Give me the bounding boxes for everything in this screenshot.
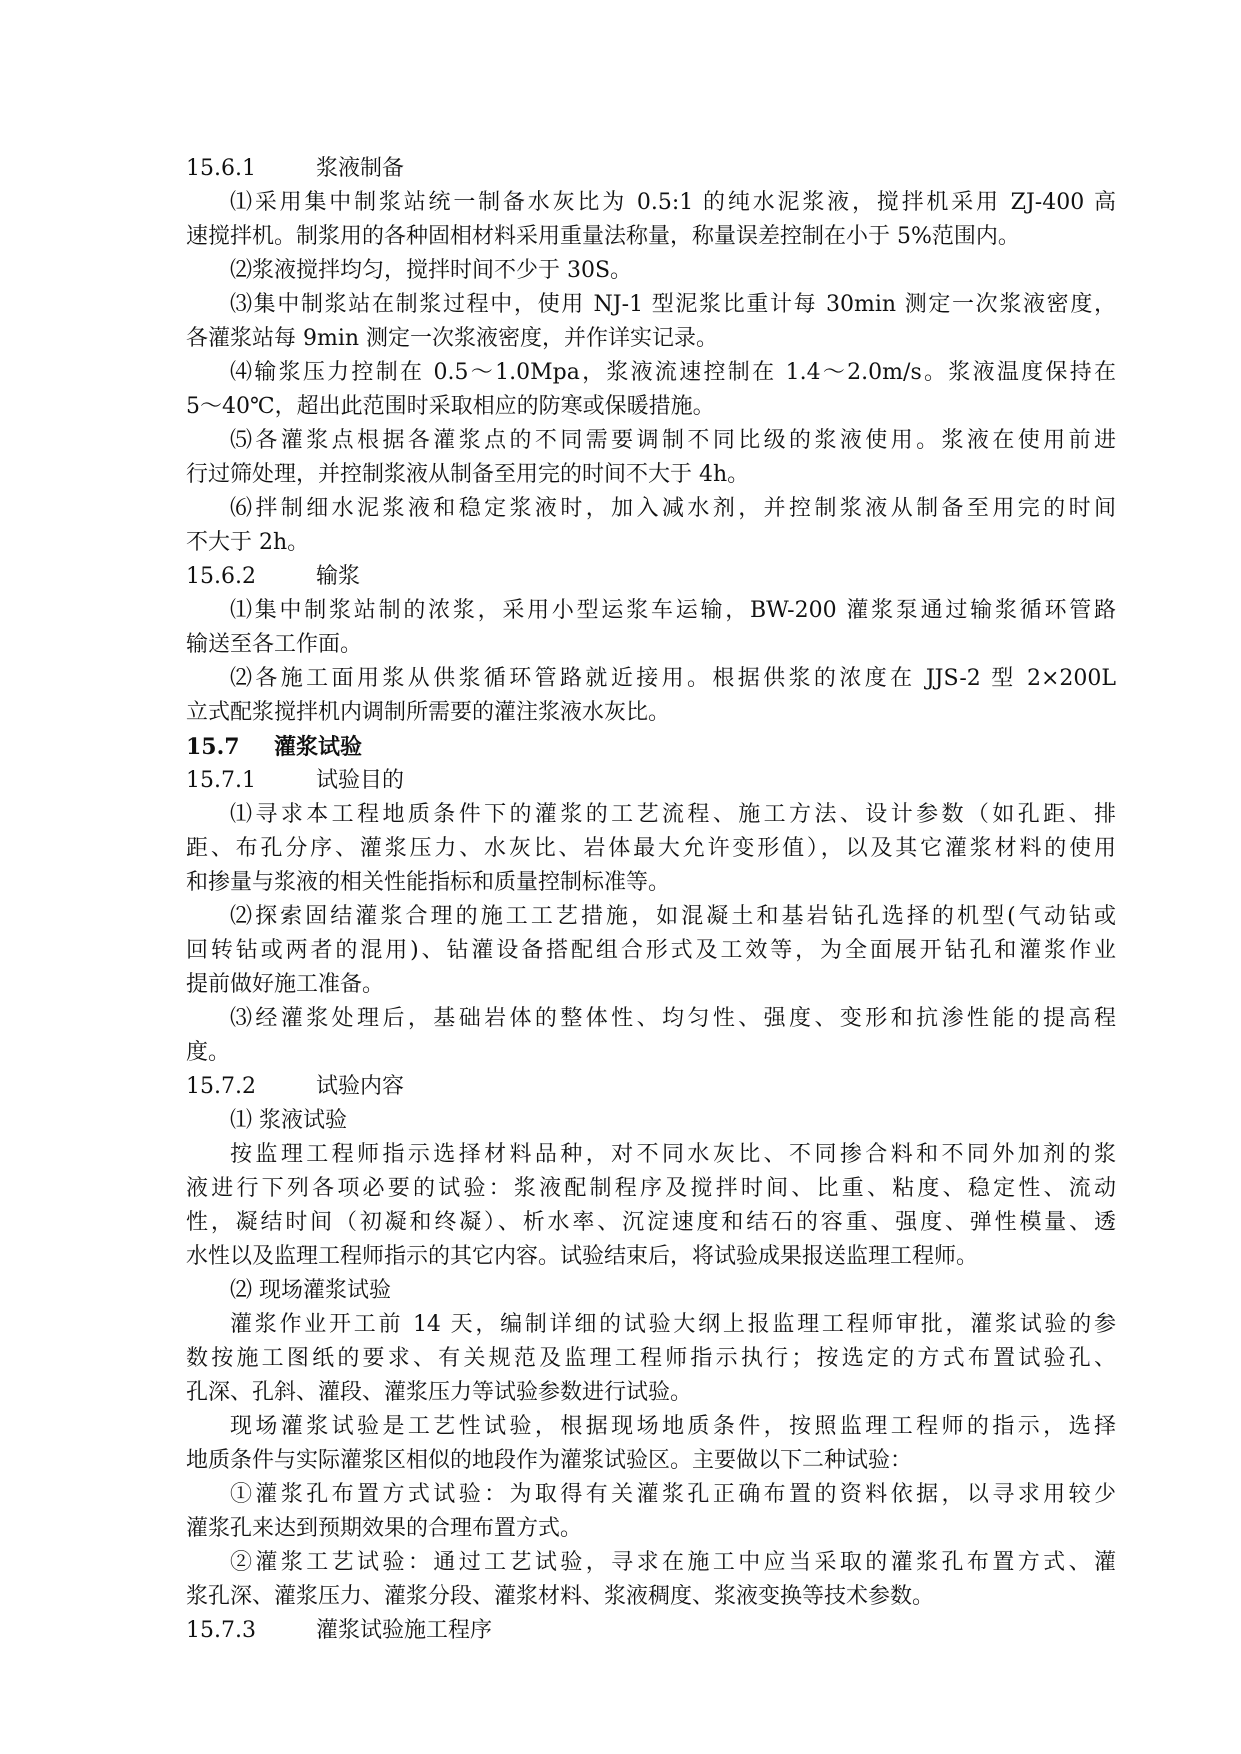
text-line: 性，凝结时间（初凝和终凝）、析水率、沉淀速度和结石的容重、强度、弹性模量、透: [186, 1210, 1116, 1235]
text-line: ①灌浆孔布置方式试验：为取得有关灌浆孔正确布置的资料依据，以寻求用较少: [230, 1482, 1116, 1507]
text-line: 水性以及监理工程师指示的其它内容。试验结束后，将试验成果报送监理工程师。: [186, 1244, 979, 1269]
heading-title: 试验目的: [316, 768, 405, 793]
text-line: ②灌浆工艺试验：通过工艺试验，寻求在施工中应当采取的灌浆孔布置方式、灌: [230, 1550, 1116, 1575]
text-line: 孔深、孔斜、灌段、灌浆压力等试验参数进行试验。: [186, 1380, 693, 1405]
paragraph: [186, 1274, 1116, 1308]
text-line: ⑴采用集中制浆站统一制备水灰比为 0.5:1 的纯水泥浆液，搅拌机采用 ZJ-400 高: [230, 190, 1116, 215]
paragraph: [186, 1546, 1116, 1614]
text-line: 和掺量与浆液的相关性能指标和质量控制标准等。: [186, 870, 671, 895]
text-line: 行过筛处理，并控制浆液从制备至用完的时间不大于 4h。: [186, 462, 750, 487]
paragraph: [186, 288, 1116, 356]
text-line: ⑸各灌浆点根据各灌浆点的不同需要调制不同比级的浆液使用。浆液在使用前进: [230, 428, 1116, 453]
text-line: ⑵浆液搅拌均匀，搅拌时间不少于 30S。: [230, 258, 633, 283]
paragraph: [186, 424, 1116, 492]
paragraph: [186, 1478, 1116, 1546]
paragraph: [186, 594, 1116, 662]
heading-title: 浆液制备: [316, 156, 405, 181]
text-line: 现场灌浆试验是工艺性试验，根据现场地质条件，按照监理工程师的指示，选择: [230, 1414, 1116, 1439]
heading-title: 灌浆试验施工程序: [316, 1618, 493, 1643]
paragraph: [186, 1104, 1116, 1138]
text-line: 距、布孔分序、灌浆压力、水灰比、岩体最大允许变形值），以及其它灌浆材料的使用: [186, 836, 1116, 861]
text-line: ⑵各施工面用浆从供浆循环管路就近接用。根据供浆的浓度在 JJS-2 型 2×200L: [230, 666, 1116, 691]
subsection-heading: [186, 1070, 1116, 1104]
text-line: 按监理工程师指示选择材料品种，对不同水灰比、不同掺合料和不同外加剂的浆: [230, 1142, 1116, 1167]
subsection-heading: [186, 560, 1116, 594]
text-line: ⑵ 现场灌浆试验: [230, 1278, 391, 1303]
text-line: 立式配浆搅拌机内调制所需要的灌注浆液水灰比。: [186, 700, 671, 725]
heading-number: 15.6.1: [186, 156, 256, 181]
text-line: ⑴集中制浆站制的浓浆，采用小型运浆车运输，BW-200 灌浆泵通过输浆循环管路: [230, 598, 1116, 623]
heading-title: 灌浆试验: [274, 734, 363, 760]
text-line: 度。: [186, 1040, 231, 1065]
text-line: 速搅拌机。制浆用的各种固相材料采用重量法称量，称量误差控制在小于 5%范围内。: [186, 224, 1020, 249]
text-line: 5～40℃，超出此范围时采取相应的防寒或保暖措施。: [186, 394, 715, 419]
paragraph: [186, 662, 1116, 730]
document-page: [186, 152, 1116, 1648]
text-line: 回转钻或两者的混用)、钻灌设备搭配组合形式及工效等，为全面展开钻孔和灌浆作业: [186, 938, 1116, 963]
text-line: ⑴寻求本工程地质条件下的灌浆的工艺流程、施工方法、设计参数（如孔距、排: [230, 802, 1116, 827]
text-line: 地质条件与实际灌浆区相似的地段作为灌浆试验区。主要做以下二种试验：: [186, 1448, 913, 1473]
text-line: 各灌浆站每 9min 测定一次浆液密度，并作详实记录。: [186, 326, 719, 351]
paragraph: [186, 492, 1116, 560]
paragraph: [186, 1002, 1116, 1070]
heading-number: 15.7.2: [186, 1074, 256, 1099]
text-line: ⑶集中制浆站在制浆过程中，使用 NJ-1 型泥浆比重计每 30min 测定一次浆液密度，: [230, 292, 1116, 317]
heading-number: 15.7.1: [186, 768, 256, 793]
paragraph: [186, 798, 1116, 900]
heading-number: 15.7: [186, 734, 240, 760]
subsection-heading: [186, 764, 1116, 798]
subsection-heading: [186, 152, 1116, 186]
paragraph: [186, 1410, 1116, 1478]
heading-title: 试验内容: [316, 1074, 405, 1099]
subsection-heading: [186, 1614, 1116, 1648]
paragraph: [186, 1308, 1116, 1410]
text-line: ⑵探索固结灌浆合理的施工工艺措施，如混凝土和基岩钻孔选择的机型(气动钻或: [230, 904, 1116, 929]
text-line: 数按施工图纸的要求、有关规范及监理工程师指示执行；按选定的方式布置试验孔、: [186, 1346, 1116, 1371]
paragraph: [186, 186, 1116, 254]
text-line: 提前做好施工准备。: [186, 972, 385, 997]
text-line: ⑴ 浆液试验: [230, 1108, 347, 1133]
heading-title: 输浆: [316, 564, 361, 589]
text-line: 灌浆孔来达到预期效果的合理布置方式。: [186, 1516, 583, 1541]
text-line: 液进行下列各项必要的试验：浆液配制程序及搅拌时间、比重、粘度、稳定性、流动: [186, 1176, 1116, 1201]
text-line: 不大于 2h。: [186, 530, 310, 555]
heading-number: 15.6.2: [186, 564, 256, 589]
paragraph: [186, 254, 1116, 288]
text-line: ⑷输浆压力控制在 0.5～1.0Mpa，浆液流速控制在 1.4～2.0m/s。浆液温度保持在: [230, 360, 1116, 385]
heading-number: 15.7.3: [186, 1618, 256, 1643]
paragraph: [186, 356, 1116, 424]
text-line: 灌浆作业开工前 14 天，编制详细的试验大纲上报监理工程师审批，灌浆试验的参: [230, 1312, 1116, 1337]
text-line: 浆孔深、灌浆压力、灌浆分段、灌浆材料、浆液稠度、浆液变换等技术参数。: [186, 1584, 935, 1609]
paragraph: [186, 1138, 1116, 1274]
text-line: ⑹拌制细水泥浆液和稳定浆液时，加入减水剂，并控制浆液从制备至用完的时间: [230, 496, 1116, 521]
section-heading: [186, 730, 1116, 764]
text-line: ⑶经灌浆处理后，基础岩体的整体性、均匀性、强度、变形和抗渗性能的提高程: [230, 1006, 1116, 1031]
paragraph: [186, 900, 1116, 1002]
text-line: 输送至各工作面。: [186, 632, 363, 657]
